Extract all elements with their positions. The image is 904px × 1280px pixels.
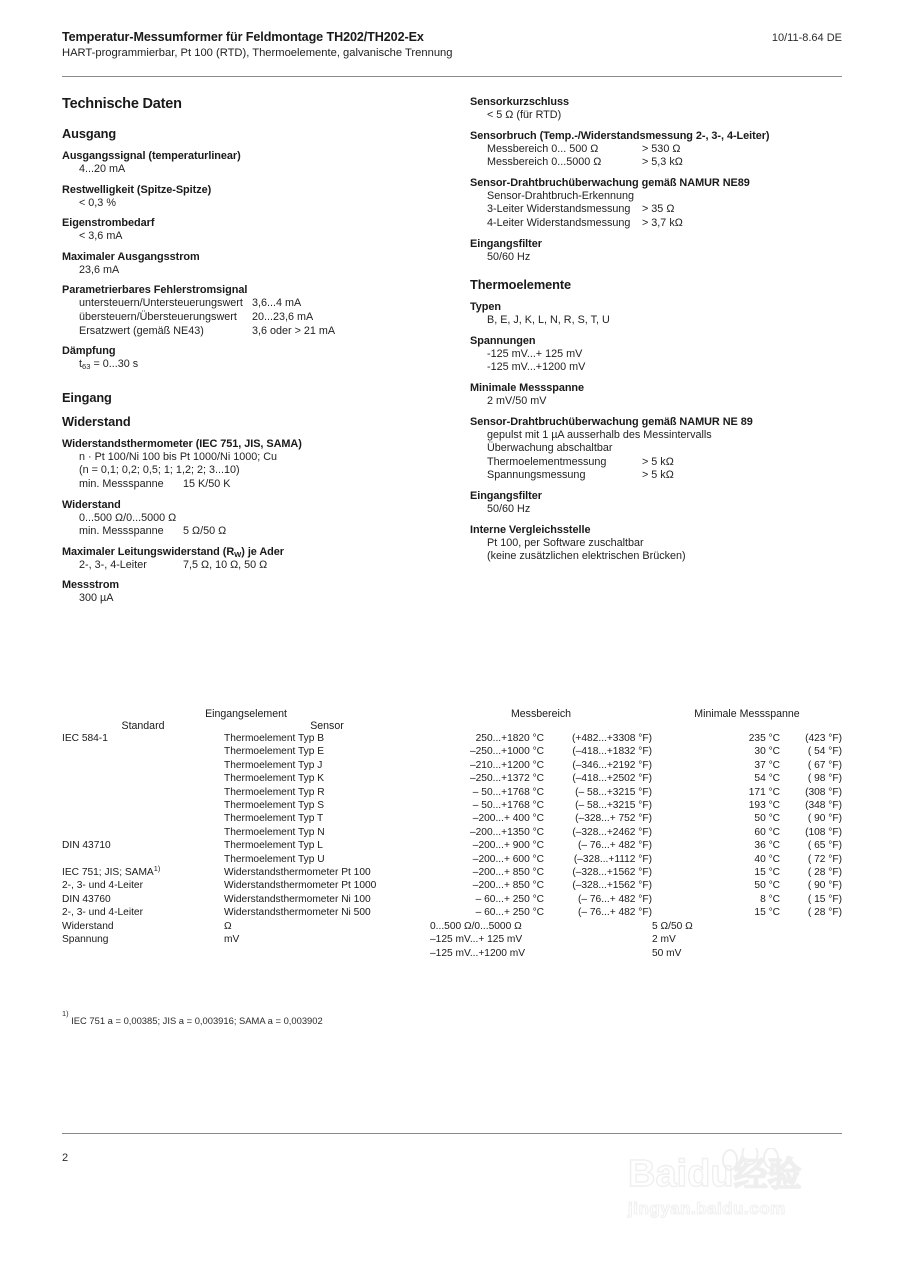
label-widerstand-item: Widerstand	[62, 498, 121, 511]
cell-messspanne: 2 mV 50 mV	[652, 934, 682, 959]
value-min-messspanne: 2 mV/50 mV	[487, 394, 547, 407]
heading-eingang: Eingang	[62, 389, 112, 405]
cell-standard: IEC 584-1	[62, 733, 108, 744]
table-footnote	[62, 1009, 323, 1027]
sensorbruch-value: > 530 Ω	[642, 142, 681, 155]
cell-messspanne: 5 Ω/50 Ω	[652, 920, 693, 932]
footnote-text: IEC 751 a = 0,00385; JIS a = 0,003916; SAMA a = 0,003902	[71, 1015, 323, 1027]
value-restwelligkeit: < 0,3 %	[79, 196, 116, 209]
drahtbruch-tc-value: > 5 kΩ	[642, 469, 674, 482]
label-spannungen: Spannungen	[470, 334, 536, 347]
cell-sensor: Ω	[224, 920, 232, 932]
header-min-messspanne: Minimale Messspanne	[694, 708, 800, 720]
cell-messspanne-list: 36 °C ( 65 °F) 40 °C ( 72 °F)	[754, 840, 842, 865]
drahtbruch-value: > 3,7 kΩ	[642, 216, 683, 229]
sensorbruch-key: Messbereich 0...5000 Ω	[487, 156, 602, 169]
header-eingangselement: Eingangselement	[205, 708, 287, 720]
cell-messbereich: 0...500 Ω/0...5000 Ω	[430, 920, 522, 932]
document-code: 10/11-8.64 DE	[771, 32, 842, 44]
cell-standard: DIN 43710	[62, 840, 111, 852]
value-widerstandsthermometer: n · Pt 100/Ni 100 bis Pt 1000/Ni 1000; Cu (n = 0,1; 0,2; 0,5; 1; 1,2; 2; 3...10) min. Messspanne 15 K/50 K	[79, 450, 278, 490]
label-messstrom: Messstrom	[62, 579, 120, 592]
cell-messbereich-list: – 60...+ 250 °C (– 76...+ 482 °F) – 60...+ 250 °C (– 76...+ 482 °F)	[475, 893, 652, 919]
sensorbruch-key: Messbereich 0... 500 Ω	[487, 142, 599, 155]
value-daempfung	[62, 358, 454, 372]
drahtbruch-tc-key: Spannungsmessung	[487, 469, 586, 482]
value-max-ausgangsstrom: 23,6 mA	[79, 263, 120, 276]
label-min-messspanne: Minimale Messspanne	[470, 381, 585, 394]
value-ausgangssignal: 4...20 mA	[79, 163, 126, 175]
cell-messbereich-list: –200...+ 900 °C (– 76...+ 482 °F) –200...+ 600 °C (–328...+1112 °F)	[472, 840, 652, 865]
value-vergleichsstelle: Pt 100, per Software zuschaltbar (keine zusätzlichen elektrischen Brücken)	[487, 536, 686, 563]
label-fehlerstromsignal: Parametrierbares Fehlerstromsignal	[62, 284, 248, 297]
drahtbruch-tc-key: Thermoelementmessung	[487, 455, 607, 468]
label-widerstandsthermometer: Widerstandsthermometer (IEC 751, JIS, SAMA)	[62, 437, 302, 450]
cell-standard: Widerstand	[62, 920, 114, 932]
document-title: Temperatur-Messumformer für Feldmontage TH202/TH202-Ex	[62, 30, 424, 44]
value-fehlerstromsignal	[62, 297, 454, 338]
baidu-watermark	[628, 1152, 886, 1238]
drahtbruch-key: 3-Leiter Widerstandsmessung	[487, 203, 631, 216]
page-header	[62, 30, 842, 59]
fehlerstrom-value: 20...23,6 mA	[252, 310, 314, 323]
fehlerstrom-key: Ersatzwert (gemäß NE43)	[79, 324, 204, 337]
specification-table-wrapper	[62, 708, 842, 960]
label-drahtbruch-ne89-tc: Sensor-Drahtbruchüberwachung gemäß NAMUR NE 89	[470, 415, 753, 428]
footnote-marker: 1)	[153, 864, 161, 874]
drahtbruch-value: > 35 Ω	[642, 203, 675, 216]
fehlerstrom-value: 3,6...4 mA	[252, 297, 302, 310]
heading-ausgang: Ausgang	[62, 126, 117, 141]
sensorbruch-value: > 5,3 kΩ	[642, 156, 683, 169]
value-typen: B, E, J, K, L, N, R, S, T, U	[487, 314, 610, 327]
cell-standard: DIN 43760 2-, 3- und 4-Leiter	[62, 893, 143, 919]
cell-standard: Spannung	[62, 934, 109, 946]
table-header-row-top	[62, 708, 842, 720]
value-drahtbruch-ne89-tc: gepulst mit 1 µA ausserhalb des Messintervalls Überwachung abschaltbar Thermoelementmessung > 5 kΩ Spannungsmessung > 5 kΩ	[487, 428, 712, 482]
cell-messspanne-list: 8 °C ( 15 °F) 15 °C ( 28 °F)	[754, 893, 842, 919]
value-sensorkurzschluss: < 5 Ω (für RTD)	[487, 109, 562, 121]
leiter-key: 2-, 3-, 4-Leiter	[79, 558, 147, 571]
label-eingangsfilter-2: Eingangsfilter	[470, 489, 542, 502]
page-number: 2	[62, 1152, 69, 1164]
footer-divider	[62, 1133, 842, 1134]
header-sensor: Sensor	[310, 720, 344, 732]
value-spannungen: -125 mV...+ 125 mV -125 mV...+1200 mV	[487, 347, 586, 374]
table-row	[62, 866, 842, 893]
label-vergleichsstelle: Interne Vergleichsstelle	[470, 523, 591, 536]
fehlerstrom-key: untersteuern/Untersteuerungswert	[79, 297, 243, 310]
right-column	[470, 96, 848, 564]
watermark-brand: Baidu经验	[628, 1153, 802, 1195]
cell-messbereich: –125 mV...+ 125 mV –125 mV...+1200 mV	[430, 934, 526, 959]
drahtbruch-tc-value: > 5 kΩ	[642, 455, 674, 468]
label-leitungswiderstand: Maximaler Leitungswiderstand $(R_W)$ je Ader	[62, 545, 284, 559]
rw-subscript: W	[234, 549, 242, 559]
widerstand-messspanne-key: min. Messspanne	[79, 525, 164, 538]
paw-print-icon	[714, 1148, 800, 1188]
value-messstrom: 300 µA	[79, 592, 114, 605]
fehlerstrom-value: 3,6 oder > 21 mA	[252, 324, 336, 337]
cell-sensor: mV	[224, 934, 240, 946]
value-sensorbruch	[470, 143, 848, 170]
watermark-url: jingyan.baidu.com	[628, 1199, 786, 1218]
daempfung-value: = 0...30 s	[90, 358, 139, 371]
cell-messbereich-list: –200...+ 850 °C (–328...+1562 °F) –200...+ 850 °C (–328...+1562 °F)	[472, 867, 652, 892]
value-eigenstrombedarf: < 3,6 mA	[79, 230, 123, 243]
rtd-messspanne-key: min. Messspanne	[79, 477, 164, 490]
label-drahtbruch-ne89: Sensor-Drahtbruchüberwachung gemäß NAMUR NE89	[470, 176, 750, 189]
label-max-ausgangsstrom: Maximaler Ausgangsstrom	[62, 250, 200, 263]
cell-sensor-list: Thermoelement Typ B Thermoelement Typ E Thermoelement Typ J Thermoelement Typ K Thermoelement Typ R Thermoelement Typ S Thermoelement Typ T Thermoelement Typ N	[224, 733, 325, 838]
leiter-value: 7,5 Ω, 10 Ω, 50 Ω	[183, 558, 268, 571]
value-eingangsfilter-2: 50/60 Hz	[487, 502, 531, 515]
footnote-marker: 1)	[62, 1009, 69, 1018]
label-daempfung: Dämpfung	[62, 345, 116, 358]
page-title: Technische Daten	[62, 96, 182, 112]
value-widerstand-item: 0...500 Ω/0...5000 Ω min. Messspanne 5 Ω/50 Ω	[79, 511, 227, 538]
cell-sensor-list: Thermoelement Typ L Thermoelement Typ U	[224, 840, 325, 865]
left-column	[62, 96, 454, 606]
value-leitungswiderstand	[62, 559, 454, 573]
daempfung-symbol: t	[79, 358, 82, 371]
label-restwelligkeit: Restwelligkeit (Spitze-Spitze)	[62, 183, 212, 196]
label-sensorkurzschluss: Sensorkurzschluss	[470, 96, 570, 108]
label-typen: Typen	[470, 301, 502, 314]
cell-sensor-list: Widerstandsthermometer Pt 100 Widerstandsthermometer Pt 1000	[224, 867, 377, 892]
heading-thermoelemente: Thermoelemente	[470, 277, 572, 293]
value-eingangsfilter-1: 50/60 Hz	[487, 250, 531, 263]
document-subtitle: HART-programmierbar, Pt 100 (RTD), Thermoelemente, galvanische Trennung	[62, 47, 453, 59]
label-sensorbruch: Sensorbruch (Temp.-/Widerstandsmessung 2-, 3-, 4-Leiter)	[470, 129, 770, 142]
fehlerstrom-key: übersteuern/Übersteuerungswert	[79, 310, 237, 323]
specification-table	[62, 708, 842, 960]
header-divider	[62, 76, 842, 77]
table-row	[62, 893, 842, 920]
cell-sensor-list: Widerstandsthermometer Ni 100 Widerstandsthermometer Ni 500	[224, 893, 371, 919]
header-standard: Standard	[121, 720, 165, 732]
heading-widerstand: Widerstand	[62, 413, 131, 429]
header-messbereich: Messbereich	[510, 708, 572, 720]
cell-messspanne-list: 235 °C (423 °F) 30 °C ( 54 °F) 37 °C ( 67 °F) 54 °C ( 98 °F) 171 °C (308 °F) 193 °C (348 °F) 50 °C ( 90 °F) 60 °C (108 °F)	[748, 733, 842, 838]
table-row	[62, 732, 842, 839]
cell-messbereich-list: 250...+1820 °C (+482...+3308 °F) –250...+1000 °C (–418...+1832 °F) –210...+1200 °C (–346...+2192 °F) –250...+1372 °C (–418...+2502 °F) – 50...+1768 °C (– 58...+3215 °F) – 50...+1768 °C (– 58...+3215 °F) –200...+ 400 °C (–328...+ 752 °F) –200...+1350 °C (–328...+2462 °F)	[469, 733, 652, 838]
drahtbruch-key: 4-Leiter Widerstandsmessung	[487, 216, 631, 229]
label-eigenstrombedarf: Eigenstrombedarf	[62, 217, 155, 230]
label-eingangsfilter-1: Eingangsfilter	[470, 237, 542, 250]
table-row	[62, 920, 842, 933]
label-ausgangssignal: Ausgangssignal (temperaturlinear)	[62, 150, 241, 162]
daempfung-subscript: 63	[82, 362, 91, 372]
widerstand-messspanne-value: 5 Ω/50 Ω	[183, 525, 227, 538]
table-row	[62, 839, 842, 866]
table-row	[62, 933, 842, 960]
rtd-messspanne-value: 15 K/50 K	[183, 477, 231, 490]
value-drahtbruch-ne89: Sensor-Drahtbruch-Erkennung 3-Leiter Widerstandsmessung > 35 Ω 4-Leiter Widerstandsmessung > 3,7 kΩ	[487, 189, 683, 229]
cell-messspanne-list: 15 °C ( 28 °F) 50 °C ( 90 °F)	[754, 867, 842, 892]
cell-standard: IEC 751; JIS; SAMA$^{1)}$ 2-, 3- und 4-Leiter	[62, 864, 161, 892]
